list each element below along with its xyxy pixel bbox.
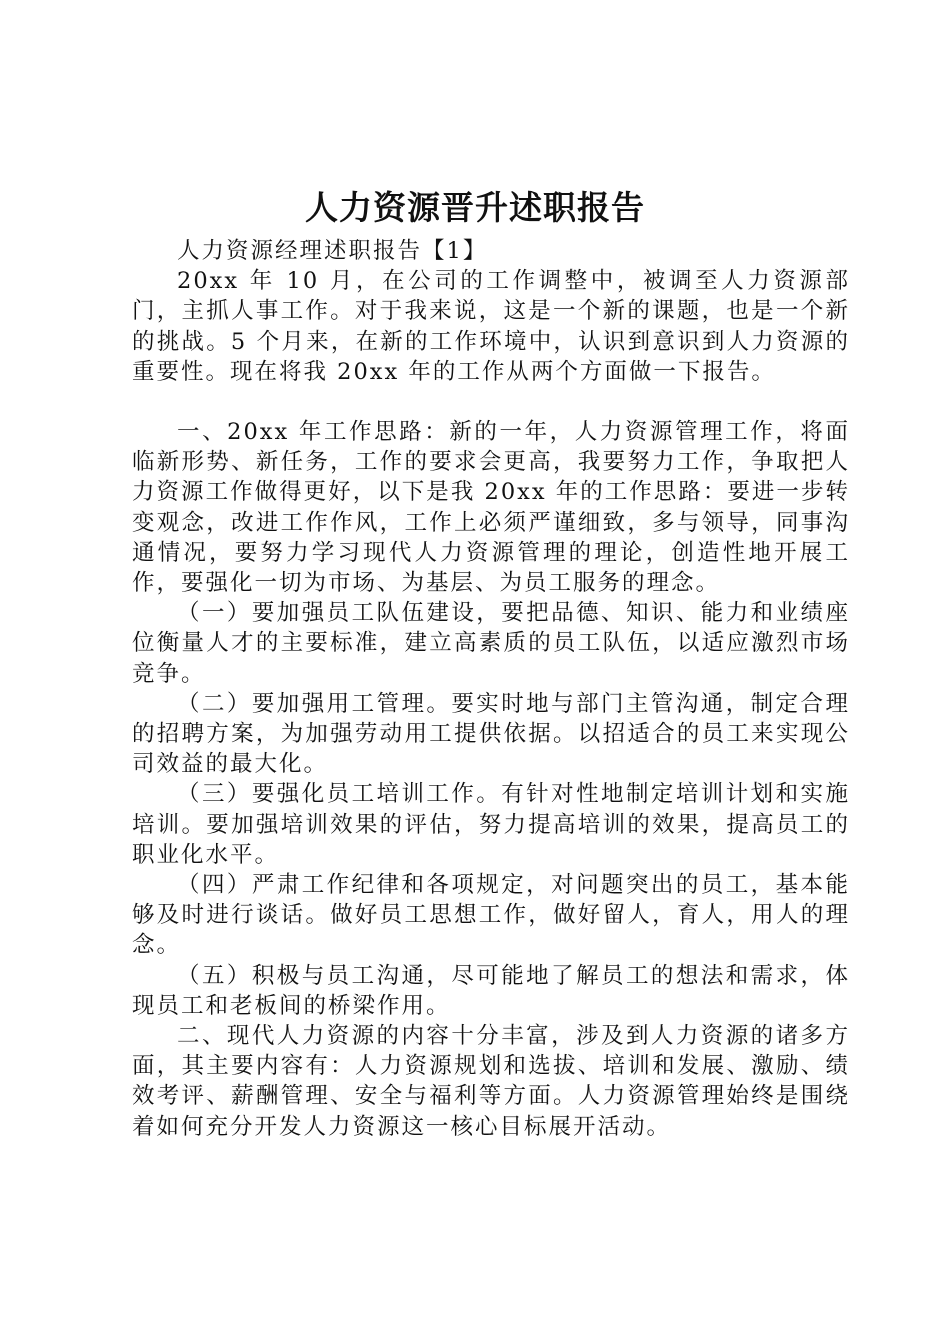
document-title: 人力资源晋升述职报告 xyxy=(305,188,645,227)
plan-item-3: （三）要强化员工培训工作。有针对性地制定培训计划和实施培训。要加强培训效果的评估，努力提高培训的效果，提高员工的职业化水平。 xyxy=(132,781,850,868)
section-heading: 人力资源经理述职报告【1】 xyxy=(177,238,488,264)
plan-item-1: （一）要加强员工队伍建设，要把品德、知识、能力和业绩座位衡量人才的主要标准，建立高素质的员工队伍，以适应激烈市场竞争。 xyxy=(132,600,850,687)
plan-item-5: （五）积极与员工沟通，尽可能地了解员工的想法和需求，体现员工和老板间的桥梁作用。 xyxy=(132,962,850,1019)
plan-item-4: （四）严肃工作纪律和各项规定，对问题突出的员工，基本能够及时进行谈话。做好员工思想工作，做好留人，育人，用人的理念。 xyxy=(132,872,850,959)
work-plan-paragraph: 一、20xx 年工作思路：新的一年，人力资源管理工作，将面临新形势、新任务，工作的要求会更高，我要努力工作，争取把人力资源工作做得更好，以下是我 20xx 年的工作思路：要进一步转变观念，改进工作作风，工作上必须严谨细致，多与领导，同事沟通情况，要努力学习现代人力资源管理的理论，创造性地开展工作，要强化一切为市场、为基层、为员工服务的理念。 xyxy=(132,419,850,597)
document-body xyxy=(132,236,850,1142)
plan-item-2: （二）要加强用工管理。要实时地与部门主管沟通，制定合理的招聘方案，为加强劳动用工提供依据。以招适合的员工来实现公司效益的最大化。 xyxy=(132,690,850,778)
intro-paragraph: 20xx 年 10 月，在公司的工作调整中，被调至人力资源部门，主抓人事工作。对于我来说，这是一个新的课题，也是一个新的挑战。5 个月来，在新的工作环境中，认识到意识到人力资源的重要性。现在将我 20xx 年的工作从两个方面做一下报告。 xyxy=(132,268,850,385)
hr-content-paragraph: 二、现代人力资源的内容十分丰富，涉及到人力资源的诸多方面，其主要内容有：人力资源规划和选拔、培训和发展、激励、绩效考评、薪酬管理、安全与福利等方面。人力资源管理始终是围绕着如何充分开发人力资源这一核心目标展开活动。 xyxy=(132,1023,850,1140)
